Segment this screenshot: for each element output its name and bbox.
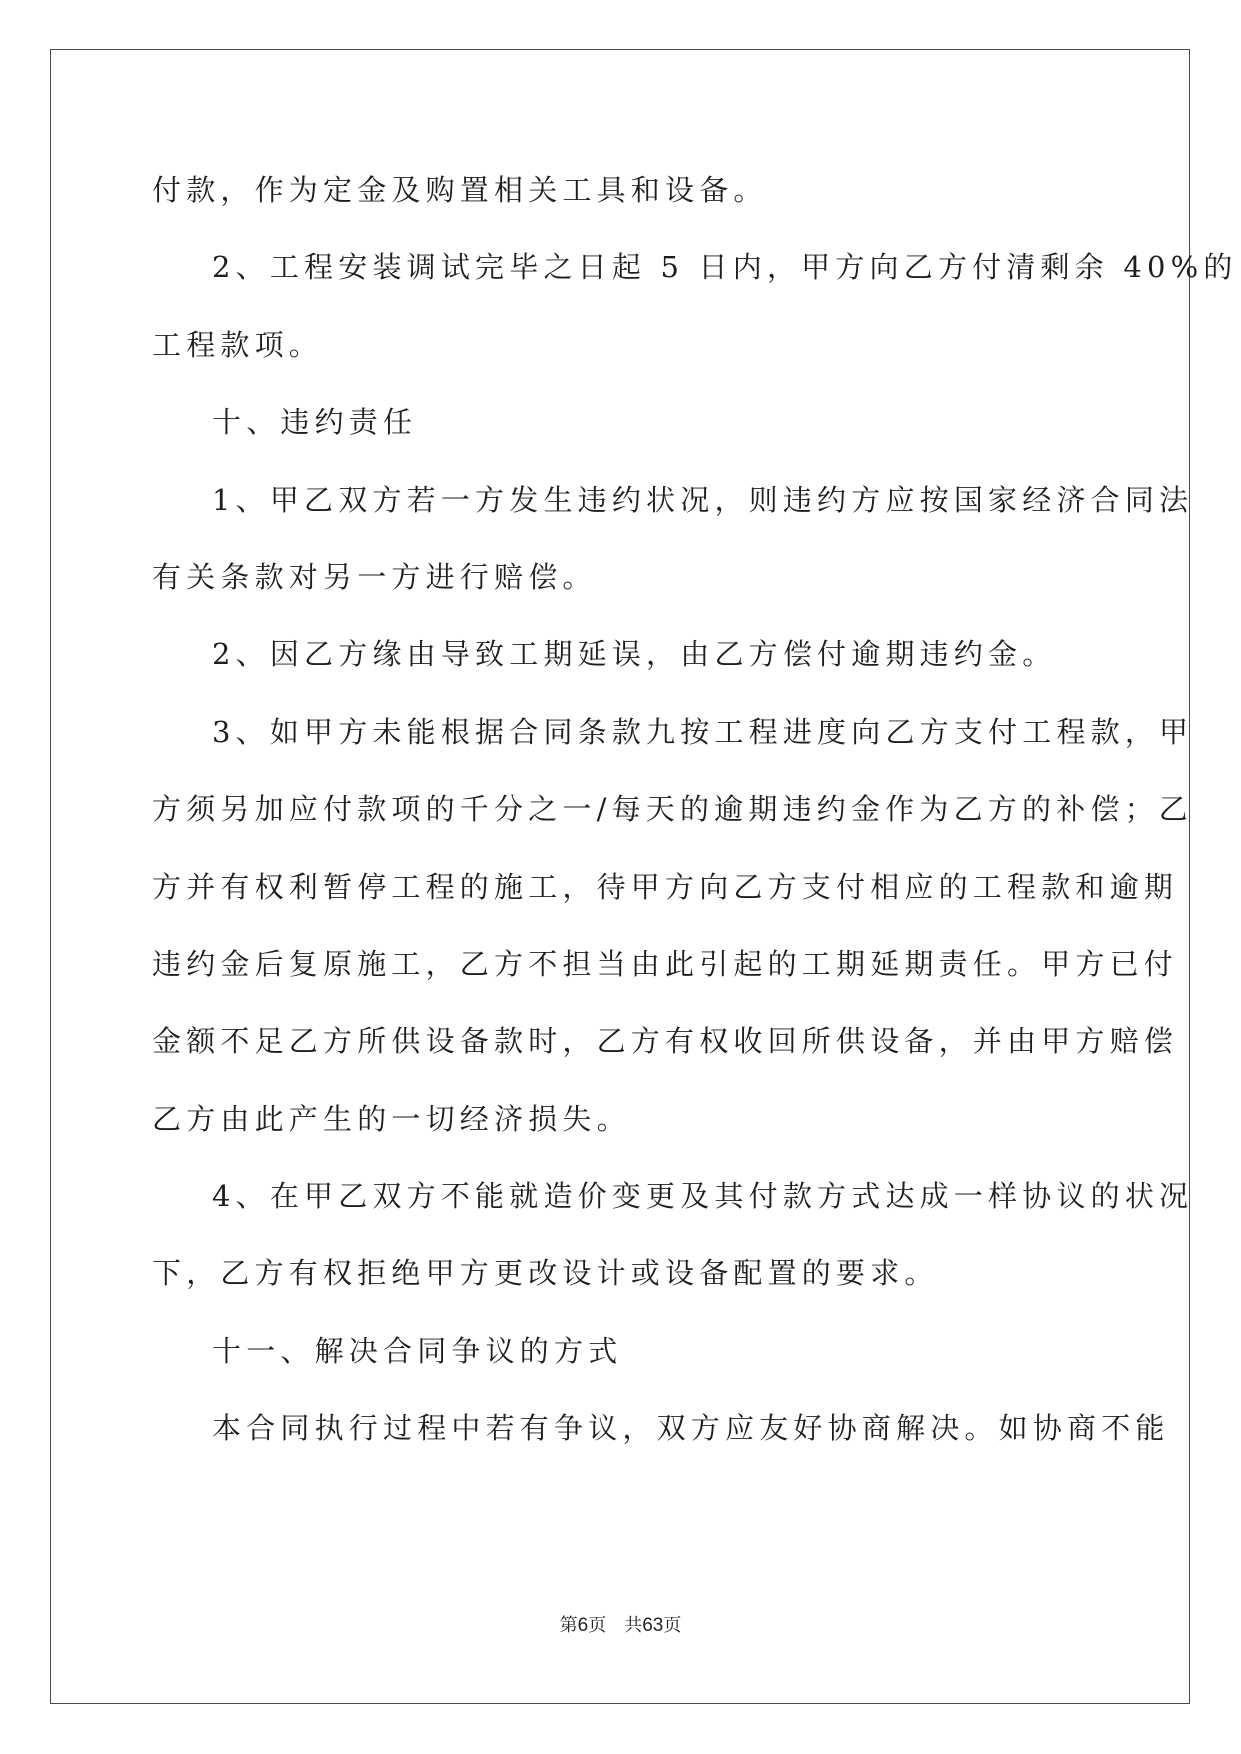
text-line: 2、因乙方缘由导致工期延误，由乙方偿付逾期违约金。 — [212, 637, 1057, 672]
text-line: 十一、解决合同争议的方式 — [212, 1333, 623, 1368]
text-line: 十、违约责任 — [212, 405, 418, 440]
text-line: 工程款项。 — [152, 327, 324, 362]
document-body — [152, 160, 1238, 1476]
page-footer — [0, 1611, 1241, 1637]
text-line: 付款，作为定金及购置相关工具和设备。 — [152, 173, 768, 207]
text-line: 金额不足乙方所供设备款时，乙方有权收回所供设备，并由甲方赔偿 — [152, 1024, 1179, 1059]
text-line: 下，乙方有权拒绝甲方更改设计或设备配置的要求。 — [152, 1256, 939, 1291]
total-suffix: 页 — [663, 1615, 682, 1636]
page-prefix: 第 — [559, 1615, 578, 1636]
text-line: 违约金后复原施工，乙方不担当由此引起的工期延期责任。甲方已付 — [152, 946, 1179, 981]
text-line: 方须另加应付款项的千分之一/每天的逾期违约金作为乙方的补偿；乙 — [152, 792, 1193, 827]
text-line: 1、甲乙双方若一方发生违约状况，则违约方应按国家经济合同法 — [212, 482, 1194, 517]
total-pages: 63 — [642, 1615, 664, 1636]
text-line: 方并有权利暂停工程的施工，待甲方向乙方支付相应的工程款和逾期 — [152, 869, 1179, 904]
page-suffix: 页 — [588, 1615, 607, 1636]
text-line: 2、工程安装调试完毕之日起 5 日内，甲方向乙方付清剩余 40%的 — [212, 250, 1238, 285]
total-prefix: 共 — [624, 1615, 643, 1636]
text-line: 乙方由此产生的一切经济损失。 — [152, 1101, 631, 1136]
page-number: 6 — [577, 1615, 589, 1636]
text-line: 有关条款对另一方进行赔偿。 — [152, 559, 597, 594]
text-line: 3、如甲方未能根据合同条款九按工程进度向乙方支付工程款，甲 — [212, 714, 1194, 749]
text-line: 4、在甲乙双方不能就造价变更及其付款方式达成一样协议的状况 — [212, 1179, 1194, 1214]
text-line: 本合同执行过程中若有争议，双方应友好协商解决。如协商不能 — [212, 1411, 1170, 1446]
